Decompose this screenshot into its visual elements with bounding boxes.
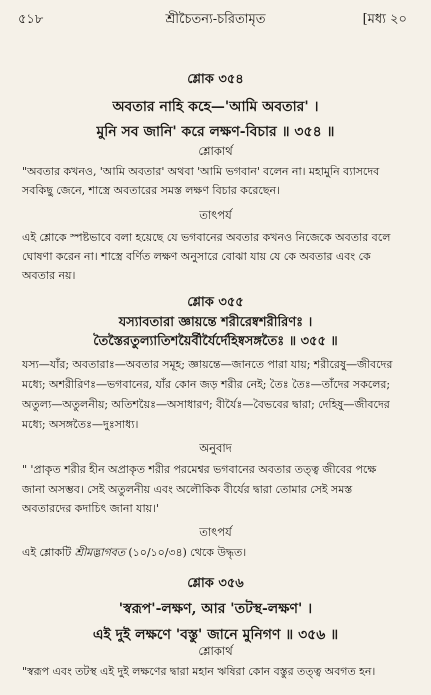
verse-354-translation-line: সবকিছু জেনে, শাস্ত্রে অবতারের সমস্ত লক্ষণ বিচার করেছেন। [22, 184, 280, 197]
verse-356-line-1: 'স্বরূপ'-লক্ষণ, আর 'তটস্থ-লক্ষণ' । [118, 601, 313, 617]
verse-356-translation-heading: শ্লোকার্থ [198, 644, 233, 658]
verse-354-purport-line: অবতার নয়। [22, 269, 76, 282]
purport-suffix: (১০/১০/৩৪) থেকে উদ্ধৃত। [125, 546, 247, 559]
verse-354-purport-line: এই শ্লোকে স্পষ্টভাবে বলা হয়েছে যে ভগবানের অবতার কখনও নিজেকে অবতার বলে [22, 231, 391, 244]
verse-354-line-1: অবতার নাহি কহে—'আমি অবতার' । [112, 99, 319, 115]
verse-355-line-1: যস্যাবতারা জ্ঞায়ন্তে শরীরেষ্বশরীরিণঃ । [118, 315, 313, 330]
verse-355-translation-line: " 'প্রাকৃত শরীর হীন অপ্রাকৃত শরীর পরমেশ্বর ভগবানের অবতার তত্ত্ব জীবের পক্ষে [22, 463, 377, 476]
verse-355-heading: শ্লোক ৩৫৫ [187, 295, 244, 310]
verse-355-translation-line: অবতারদের কদাচিৎ জানা যায়।' [22, 502, 159, 515]
verse-355-translation-heading: অনুবাদ [199, 441, 232, 455]
verse-354-purport-line: ঘোষণা করেন না। শাস্ত্রে বর্ণিত লক্ষণ অনুসারে বোঝা যায় যে কে অবতার এবং কে [22, 250, 371, 263]
page-header [0, 10, 431, 32]
verse-355-synonyms-line: মধ্যে; অসঙ্গতৈঃ—দুঃসাধ্য। [22, 418, 139, 431]
purport-prefix: এই শ্লোকটি [22, 546, 75, 559]
verse-356-line-2: এই দুই লক্ষণে 'বস্তু' জানে মুনিগণ ॥ ৩৫৬ ॥ [92, 627, 339, 643]
verse-355-purport-line [22, 544, 417, 563]
verse-355-synonyms-line: অতুল্য—অতুলনীয়; অতিশয়ৈঃ—অসাধারণ; বীর্যৈঃ—বৈভবের দ্বারা; দেহিষু—জীবদের [22, 398, 390, 411]
page-number: ৫১৮ [18, 12, 44, 27]
scripture-title: শ্রীমদ্ভাগবত [74, 546, 125, 559]
verse-355-translation-line: জানা অসম্ভব। সেই অতুলনীয় এবং অলৌকিক বীর্যের দ্বারা তোমার সেই সমস্ত [22, 483, 353, 496]
verse-356-translation-line: "স্বরূপ এবং তটস্থ এই দুই লক্ষণের দ্বারা মহান ঋষিরা কোন বস্তুর তত্ত্ব অবগত হন। [22, 665, 376, 678]
verse-355-synonyms-line: যস্য—যাঁর; অবতারাঃ—অবতার সমূহ; জ্ঞায়ন্তে—জানতে পারা যায়; শরীরেষু—জীবদের [22, 358, 393, 371]
running-title: শ্রীচৈতন্য-চরিতামৃত [165, 12, 266, 27]
verse-355-line-2: তৈস্তৈরতুল্যাতিশয়ৈর্বীর্যৈর্দেহিষ্বসঙ্গতৈঃ ॥ ৩৫৫ ॥ [93, 334, 338, 349]
verse-354-purport-heading: তাৎপর্য [199, 208, 232, 222]
verse-354-translation-heading: শ্লোকার্থ [198, 144, 233, 158]
verse-354-line-2: মুনি সব জানি' করে লক্ষণ-বিচার ॥ ৩৫৪ ॥ [96, 124, 335, 140]
verse-355-synonyms-line: মধ্যে; অশরীরিণঃ—ভগবানের, যাঁর কোন জড় শরীর নেই; তৈঃ তৈঃ—তাঁদের সকলের; [22, 378, 391, 391]
chapter-marker: [মধ্য ২০ [362, 12, 407, 27]
verse-354-heading: শ্লোক ৩৫৪ [187, 72, 244, 87]
verse-355-purport-heading: তাৎপর্য [199, 525, 232, 539]
verse-354-translation-line: "অবতার কখনও, 'আমি অবতার' অথবা 'আমি ভগবান' বলেন না। মহামুনি ব্যাসদেব [22, 165, 380, 178]
verse-356-heading: শ্লোক ৩৫৬ [187, 576, 244, 591]
